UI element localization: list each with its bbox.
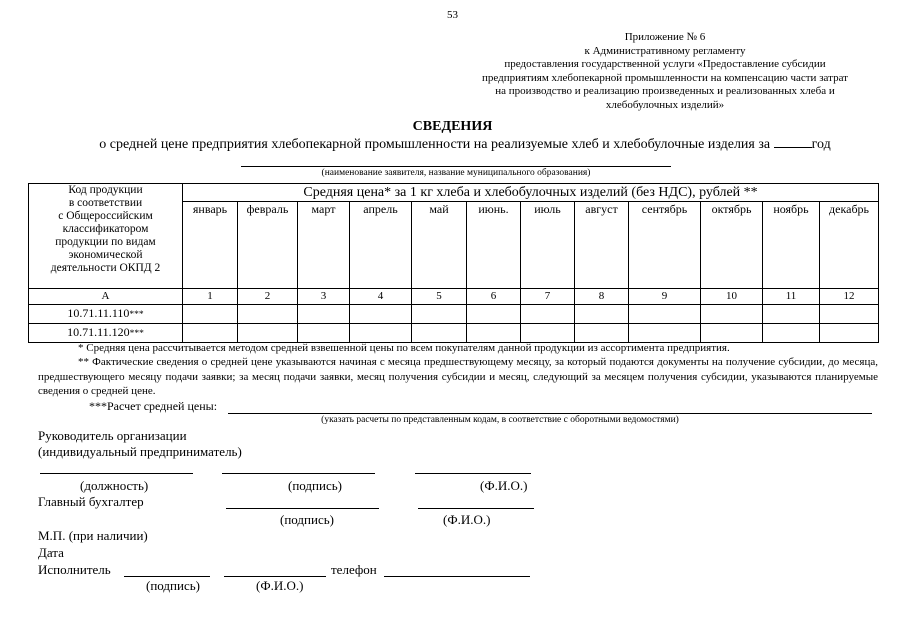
price-table — [28, 183, 879, 343]
appendix-line: предоставления государственной услуги «Предоставление субсидии — [504, 58, 826, 71]
column-number: 5 — [412, 289, 467, 305]
month-header: июль — [521, 202, 575, 289]
accountant-signature-caption: (подпись) — [280, 512, 334, 527]
calculation-caption: (указать расчеты по представленным кодам, в соответствие с оборотными ведомостями) — [321, 415, 679, 425]
document-subtitle — [0, 135, 905, 153]
executor-signature-line[interactable] — [124, 576, 210, 577]
column-number: 9 — [629, 289, 701, 305]
price-cell[interactable] — [183, 324, 238, 343]
appendix-line: хлебобулочных изделий» — [605, 98, 725, 111]
month-header: июнь. — [467, 202, 521, 289]
month-header: ноябрь — [763, 202, 820, 289]
applicant-name-line[interactable] — [241, 166, 671, 167]
subtitle-text: о средней цене предприятия хлебопекарной промышленности на реализуемые хлеб и хлебобулочные изделия за — [99, 137, 771, 152]
applicant-caption: (наименование заявителя, название муниципального образования) — [321, 168, 591, 178]
appendix-header — [400, 31, 905, 113]
price-cell[interactable] — [763, 324, 820, 343]
accountant-fio-caption: (Ф.И.О.) — [443, 512, 491, 527]
table-row — [29, 305, 879, 324]
column-number: 10 — [701, 289, 763, 305]
price-cell[interactable] — [350, 324, 412, 343]
column-number: 11 — [763, 289, 820, 305]
price-cell[interactable] — [298, 305, 350, 324]
column-number: 3 — [298, 289, 350, 305]
price-cell[interactable] — [629, 324, 701, 343]
price-cell[interactable] — [183, 305, 238, 324]
price-cell[interactable] — [629, 305, 701, 324]
price-cell[interactable] — [467, 324, 521, 343]
price-cell[interactable] — [575, 305, 629, 324]
executor-fio-line[interactable] — [224, 576, 326, 577]
head-signature-line[interactable] — [222, 473, 375, 474]
price-cell[interactable] — [412, 305, 467, 324]
month-header: апрель — [350, 202, 412, 289]
footnote-3: ***Расчет средней цены: — [89, 399, 218, 413]
price-cell[interactable] — [467, 305, 521, 324]
accountant-fio-line[interactable] — [418, 508, 534, 509]
table-row — [29, 324, 879, 343]
column-label-a: А — [29, 289, 183, 305]
page-number: 53 — [447, 9, 458, 21]
month-header: август — [575, 202, 629, 289]
position-line[interactable] — [40, 473, 193, 474]
month-header: октябрь — [701, 202, 763, 289]
document-title: СВЕДЕНИЯ — [412, 119, 493, 134]
head-label: Руководитель организации — [38, 428, 187, 443]
appendix-line: предприятиям хлебопекарной промышленности на компенсацию части затрат — [482, 71, 848, 84]
appendix-line: Приложение № 6 — [624, 31, 706, 43]
column-number: 12 — [820, 289, 879, 305]
executor-signature-caption: (подпись) — [146, 578, 200, 593]
position-caption: (должность) — [80, 478, 149, 493]
product-code: 10.71.11.120*** — [29, 324, 183, 343]
head-fio-line[interactable] — [415, 473, 531, 474]
column-number: 6 — [467, 289, 521, 305]
price-cell[interactable] — [820, 305, 879, 324]
chief-accountant-label: Главный бухгалтер — [38, 494, 144, 509]
executor-label: Исполнитель — [38, 562, 111, 577]
subtitle-year: год — [811, 137, 831, 152]
column-number: 7 — [521, 289, 575, 305]
price-cell[interactable] — [820, 324, 879, 343]
month-header: февраль — [238, 202, 298, 289]
month-header: январь — [183, 202, 238, 289]
head-label-sub: (индивидуальный предприниматель) — [38, 444, 242, 459]
code-column-header: Код продукции в соответствии с Общероссийским классификатором продукции по видам экономической деятельности ОКПД 2 — [29, 184, 183, 289]
price-cell[interactable] — [238, 305, 298, 324]
column-number: 2 — [238, 289, 298, 305]
price-cell[interactable] — [298, 324, 350, 343]
month-header: март — [298, 202, 350, 289]
price-cell[interactable] — [701, 305, 763, 324]
price-header: Средняя цена* за 1 кг хлеба и хлебобулочных изделий (без НДС), рублей ** — [183, 184, 879, 202]
price-cell[interactable] — [412, 324, 467, 343]
column-number: 1 — [183, 289, 238, 305]
product-code: 10.71.11.110*** — [29, 305, 183, 324]
stamp-label: М.П. (при наличии) — [38, 528, 148, 543]
month-header: декабрь — [820, 202, 879, 289]
phone-line[interactable] — [384, 576, 530, 577]
price-cell[interactable] — [575, 324, 629, 343]
price-cell[interactable] — [350, 305, 412, 324]
price-cell[interactable] — [521, 305, 575, 324]
month-header: сентябрь — [629, 202, 701, 289]
footnotes — [38, 341, 878, 399]
footnote-1: * Средняя цена рассчитывается методом средней взвешенной цены по всем покупателям данной продукции из ассортимента предприятия. — [78, 342, 730, 354]
appendix-line: на производство и реализацию произведенных и реализованных хлеба и — [495, 85, 835, 98]
column-number: 4 — [350, 289, 412, 305]
executor-fio-caption: (Ф.И.О.) — [256, 578, 304, 593]
head-fio-caption: (Ф.И.О.) — [480, 478, 528, 493]
phone-label: телефон — [331, 562, 377, 577]
price-cell[interactable] — [521, 324, 575, 343]
price-cell[interactable] — [701, 324, 763, 343]
date-label: Дата — [38, 545, 64, 560]
head-signature-caption: (подпись) — [288, 478, 342, 493]
price-cell[interactable] — [763, 305, 820, 324]
column-number: 8 — [575, 289, 629, 305]
price-cell[interactable] — [238, 324, 298, 343]
appendix-line: к Административному регламенту — [584, 44, 746, 57]
accountant-signature-line[interactable] — [226, 508, 379, 509]
year-blank[interactable] — [774, 135, 812, 148]
calculation-line[interactable] — [228, 413, 872, 414]
month-header: май — [412, 202, 467, 289]
footnote-2: ** Фактические сведения о средней цене указываются начиная с месяца предшествующему месяцу, за который подаются документы на получение субсидии, до месяца, предшествующего месяцу подачи заявки; за месяц подачи заявки, месяц получения субсидии и месяц, следующий за месяцем получения субсидии, указываются планируемые сведения о средней цене. — [38, 356, 878, 398]
